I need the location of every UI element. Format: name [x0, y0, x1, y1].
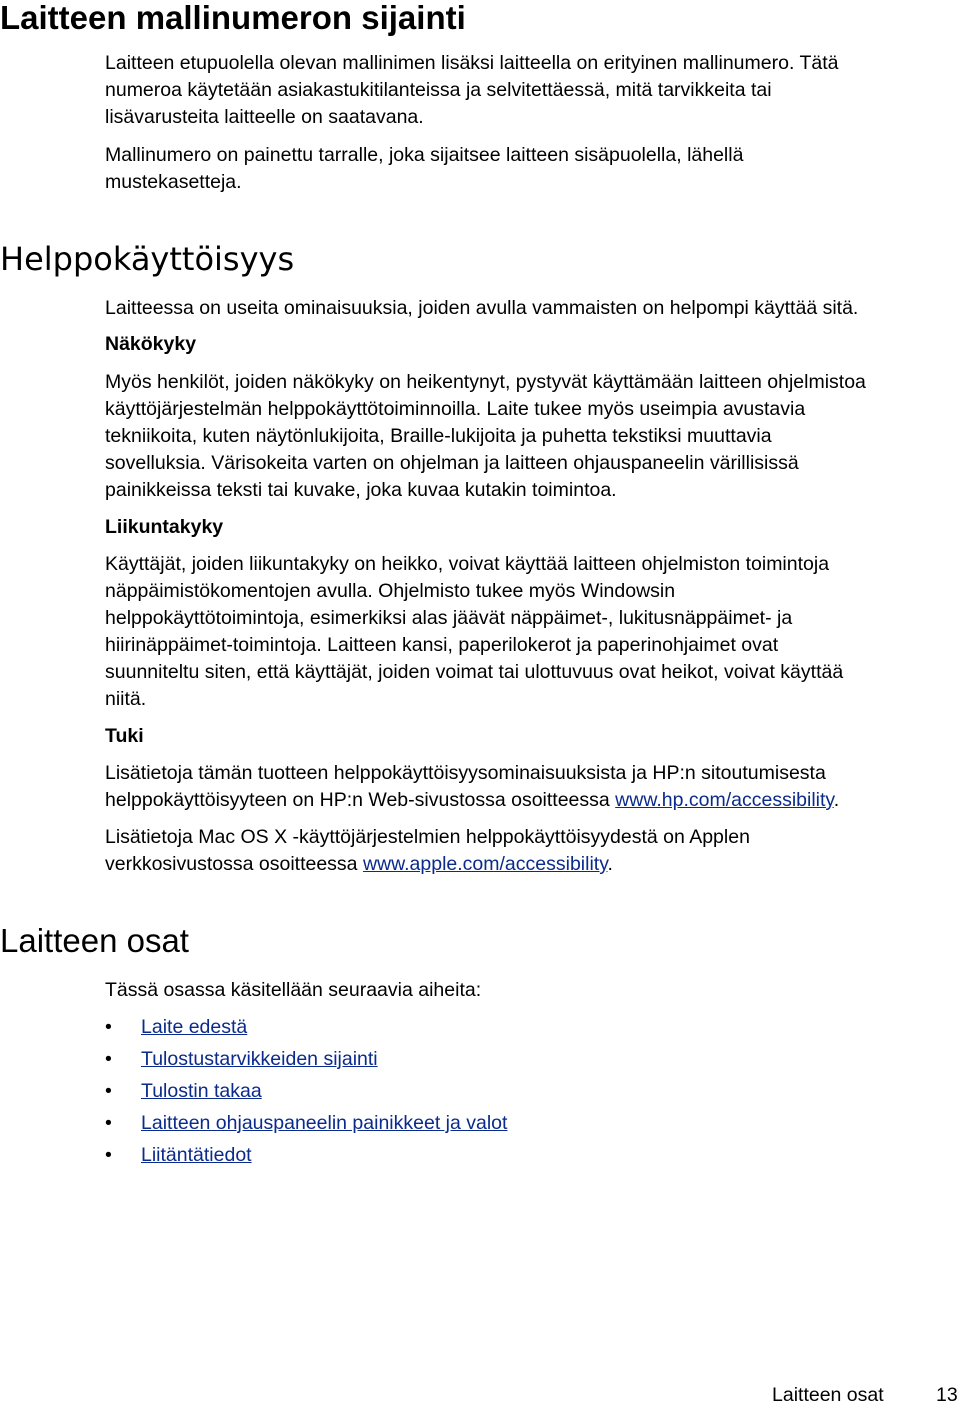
vision-line3: tekniikoita, kuten näytönlukijoita, Braille-lukijoita ja puhetta tekstiksi muuttavia	[105, 425, 772, 447]
bullet-icon: •	[105, 1016, 112, 1038]
topic-list	[105, 1012, 507, 1172]
support-hp-line2	[105, 787, 839, 814]
mobility-line4: hiirinäppäimet-toimintoja. Laitteen kansi, paperilokerot ja paperinohjaimet ovat	[105, 634, 779, 656]
bullet-icon: •	[105, 1048, 112, 1070]
topic-link-connections[interactable]: Liitäntätiedot	[141, 1144, 252, 1166]
mobility-line6: niitä.	[105, 688, 147, 710]
heading-accessibility: Helppokäyttöisyys	[0, 240, 295, 278]
mobility-line3: helppokäyttötoimintoja, esimerkiksi alas jäävät näppäimet-, lukitusnäppäimet- ja	[105, 607, 793, 629]
vision-line4: sovelluksia. Värisokeita varten on ohjelman ja laitteen ohjauspaneelin värillisissä	[105, 452, 799, 474]
support-hp-suffix: .	[833, 789, 840, 811]
list-item	[105, 1012, 507, 1044]
list-item	[105, 1140, 507, 1172]
heading-model-number-location: Laitteen mallinumeron sijainti	[0, 0, 466, 36]
support-apple-prefix: verkkosivustossa osoitteessa	[105, 853, 363, 875]
vision-line2: käyttöjärjestelmän helppokäyttötoiminnoilla. Laite tukee myös useimpia avustavia	[105, 398, 806, 420]
apple-accessibility-link[interactable]: www.apple.com/accessibility	[362, 853, 608, 875]
list-item	[105, 1108, 507, 1140]
model-para2-line1: Mallinumero on painettu tarralle, joka sijaitsee laitteen sisäpuolella, lähellä	[105, 144, 744, 166]
topic-link-front[interactable]: Laite edestä	[141, 1016, 248, 1038]
support-apple-line2	[105, 851, 613, 878]
topic-link-control-panel[interactable]: Laitteen ohjauspaneelin painikkeet ja valot	[141, 1112, 508, 1134]
heading-support: Tuki	[105, 725, 144, 747]
footer-section-name: Laitteen osat	[772, 1384, 884, 1406]
list-item	[105, 1076, 507, 1108]
model-para1-line3: lisävarusteita laitteelle on saatavana.	[105, 106, 424, 128]
heading-device-parts: Laitteen osat	[0, 922, 189, 959]
hp-accessibility-link[interactable]: www.hp.com/accessibility	[615, 789, 834, 811]
topic-link-supplies[interactable]: Tulostustarvikkeiden sijainti	[141, 1048, 378, 1070]
list-item	[105, 1044, 507, 1076]
model-para2-line2: mustekasetteja.	[105, 171, 242, 193]
topic-link-back[interactable]: Tulostin takaa	[141, 1080, 262, 1102]
mobility-line1: Käyttäjät, joiden liikuntakyky on heikko, voivat käyttää laitteen ohjelmiston toimintoja	[105, 553, 830, 575]
mobility-line2: näppäimistökomentojen avulla. Ohjelmisto tukee myös Windowsin	[105, 580, 676, 602]
bullet-icon: •	[105, 1112, 112, 1134]
support-apple-line1: Lisätietoja Mac OS X -käyttöjärjestelmien helppokäyttöisyydestä on Applen	[105, 826, 750, 848]
bullet-icon: •	[105, 1144, 112, 1166]
mobility-line5: suunniteltu siten, että käyttäjät, joiden voimat tai ulottuvuus ovat heikot, voivat käyttää	[105, 661, 844, 683]
support-hp-prefix: helppokäyttöisyyteen on HP:n Web-sivustossa osoitteessa	[105, 789, 616, 811]
model-para1-line1: Laitteen etupuolella olevan mallinimen lisäksi laitteella on erityinen mallinumero. Tätä	[105, 52, 839, 74]
heading-vision: Näkökyky	[105, 333, 197, 355]
heading-mobility: Liikuntakyky	[105, 516, 224, 538]
support-hp-line1: Lisätietoja tämän tuotteen helppokäyttöisyysominaisuuksista ja HP:n sitoutumisesta	[105, 762, 826, 784]
accessibility-intro: Laitteessa on useita ominaisuuksia, joiden avulla vammaisten on helpompi käyttää sitä.	[105, 297, 859, 319]
model-para1-line2: numeroa käytetään asiakastukitilanteissa ja selvitettäessä, mitä tarvikkeita tai	[105, 79, 772, 101]
vision-line5: painikkeissa teksti tai kuvake, joka kuvaa kutakin toimintoa.	[105, 479, 617, 501]
footer-page-number: 13	[936, 1384, 958, 1406]
bullet-icon: •	[105, 1080, 112, 1102]
support-apple-suffix: .	[607, 853, 613, 875]
vision-line1: Myös henkilöt, joiden näkökyky on heikentynyt, pystyvät käyttämään laitteen ohjelmistoa	[105, 371, 866, 393]
parts-intro: Tässä osassa käsitellään seuraavia aiheita:	[105, 979, 482, 1001]
